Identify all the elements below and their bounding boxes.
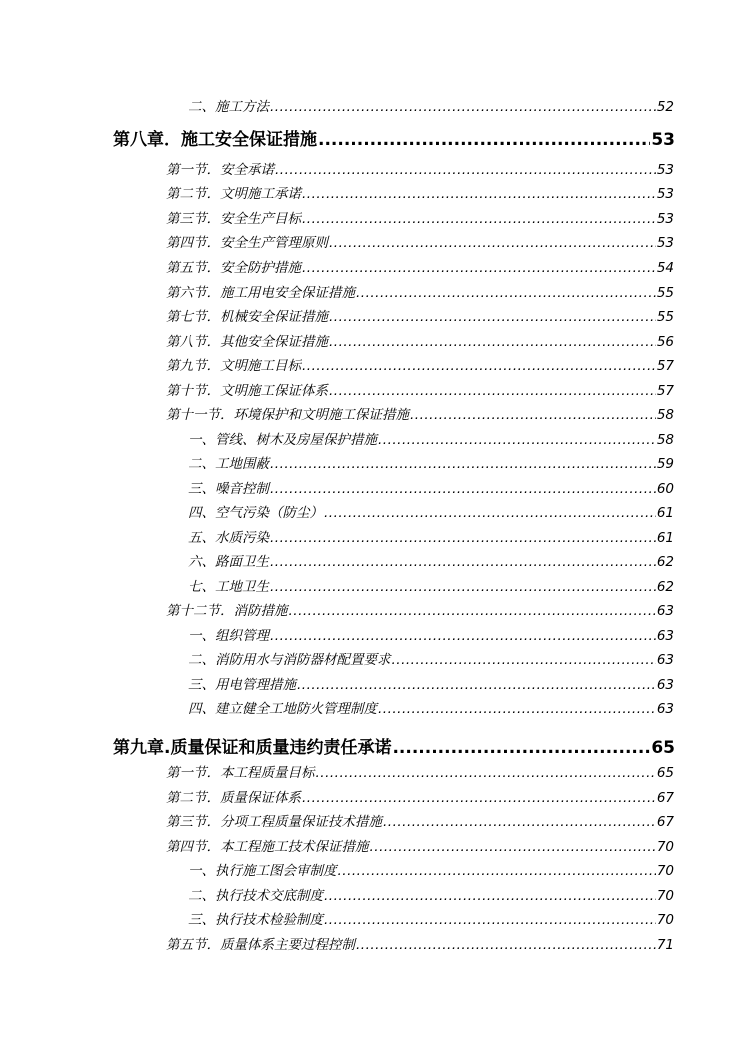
toc-section-entry[interactable] — [166, 330, 674, 350]
toc-dot-leader — [270, 530, 656, 546]
toc-entry-label: 第四节．安全生产管理原则 — [166, 235, 328, 251]
toc-page-number: 53 — [651, 130, 675, 150]
toc-page-number: 63 — [656, 677, 674, 693]
toc-dot-leader — [324, 888, 656, 904]
toc-section-entry[interactable] — [166, 354, 674, 374]
toc-dot-leader — [289, 603, 656, 619]
toc-page-number: 67 — [656, 814, 674, 830]
toc-page-number: 61 — [656, 530, 674, 546]
toc-entry-label: 第六节．施工用电安全保证措施 — [166, 285, 355, 301]
toc-page-number: 59 — [656, 456, 674, 472]
toc-page-number: 52 — [656, 99, 674, 115]
toc-subsection-entry[interactable] — [188, 501, 674, 521]
toc-page-number: 57 — [656, 358, 674, 374]
toc-page-number: 67 — [656, 790, 674, 806]
toc-subsection-entry[interactable] — [188, 624, 674, 644]
toc-page-number: 65 — [651, 738, 675, 758]
toc-section-entry[interactable] — [166, 281, 674, 301]
toc-page-number: 53 — [656, 162, 674, 178]
toc-dot-leader — [392, 738, 650, 758]
toc-section-entry[interactable] — [166, 231, 674, 251]
toc-entry-label: 二、执行技术交底制度 — [188, 888, 323, 904]
toc-entry-label: 第三节．分项工程质量保证技术措施 — [166, 814, 382, 830]
toc-section-entry[interactable] — [166, 158, 674, 178]
toc-page-number: 55 — [656, 285, 674, 301]
toc-page-number: 70 — [656, 863, 674, 879]
toc-section-entry[interactable] — [166, 835, 674, 855]
toc-entry-label: 三、噪音控制 — [188, 481, 269, 497]
toc-page-number: 58 — [656, 407, 674, 423]
toc-dot-leader — [324, 505, 656, 521]
toc-dot-leader — [378, 432, 656, 448]
toc-entry-label: 第四节．本工程施工技术保证措施 — [166, 839, 369, 855]
toc-dot-leader — [383, 814, 656, 830]
toc-dot-leader — [329, 334, 656, 350]
toc-entry-label: 二、工地围蔽 — [188, 456, 269, 472]
toc-page-number: 71 — [656, 937, 674, 953]
toc-dot-leader — [329, 309, 656, 325]
toc-entry-label: 四、空气污染（防尘） — [188, 505, 323, 521]
toc-page-number: 60 — [656, 481, 674, 497]
toc-dot-leader — [318, 130, 650, 150]
toc-section-entry[interactable] — [166, 810, 674, 830]
toc-subsection-entry[interactable] — [188, 575, 674, 595]
toc-subsection-entry[interactable] — [188, 95, 674, 115]
toc-entry-label: 第九章.质量保证和质量违约责任承诺 — [113, 738, 392, 758]
toc-entry-label: 第七节．机械安全保证措施 — [166, 309, 328, 325]
toc-page-number: 62 — [656, 554, 674, 570]
toc-entry-label: 第八章．施工安全保证措施 — [113, 130, 317, 150]
toc-subsection-entry[interactable] — [188, 550, 674, 570]
toc-section-entry[interactable] — [166, 599, 674, 619]
toc-section-entry[interactable] — [166, 933, 674, 953]
toc-entry-label: 第十二节．消防措施 — [166, 603, 288, 619]
toc-dot-leader — [270, 481, 656, 497]
toc-entry-label: 四、建立健全工地防火管理制度 — [188, 701, 377, 717]
toc-dot-leader — [270, 554, 656, 570]
toc-subsection-entry[interactable] — [188, 673, 674, 693]
toc-dot-leader — [356, 937, 656, 953]
toc-dot-leader — [270, 456, 656, 472]
toc-page-number: 65 — [656, 765, 674, 781]
toc-entry-label: 第二节．质量保证体系 — [166, 790, 301, 806]
toc-subsection-entry[interactable] — [188, 859, 674, 879]
toc-subsection-entry[interactable] — [188, 452, 674, 472]
toc-page-number: 53 — [656, 235, 674, 251]
toc-subsection-entry[interactable] — [188, 428, 674, 448]
toc-section-entry[interactable] — [166, 207, 674, 227]
toc-dot-leader — [329, 235, 656, 251]
toc-dot-leader — [302, 358, 656, 374]
toc-entry-label: 第十节．文明施工保证体系 — [166, 383, 328, 399]
toc-dot-leader — [370, 839, 656, 855]
toc-chapter-entry[interactable] — [113, 125, 675, 150]
toc-page-number: 70 — [656, 912, 674, 928]
toc-dot-leader — [329, 383, 656, 399]
toc-entry-label: 一、执行施工图会审制度 — [188, 863, 337, 879]
toc-dot-leader — [316, 765, 656, 781]
toc-dot-leader — [270, 628, 656, 644]
toc-entry-label: 第三节．安全生产目标 — [166, 211, 301, 227]
toc-subsection-entry[interactable] — [188, 697, 674, 717]
toc-entry-label: 二、施工方法 — [188, 99, 269, 115]
toc-entry-label: 第五节．安全防护措施 — [166, 260, 301, 276]
toc-dot-leader — [356, 285, 656, 301]
toc-dot-leader — [410, 407, 656, 423]
toc-entry-label: 第一节．安全承诺 — [166, 162, 274, 178]
toc-section-entry[interactable] — [166, 182, 674, 202]
toc-page-number: 63 — [656, 652, 674, 668]
toc-subsection-entry[interactable] — [188, 526, 674, 546]
toc-dot-leader — [324, 912, 656, 928]
toc-section-entry[interactable] — [166, 403, 674, 423]
toc-entry-label: 三、用电管理措施 — [188, 677, 296, 693]
toc-page-number: 53 — [656, 211, 674, 227]
toc-section-entry[interactable] — [166, 379, 674, 399]
toc-page-number: 53 — [656, 186, 674, 202]
toc-dot-leader — [275, 162, 656, 178]
toc-entry-label: 一、组织管理 — [188, 628, 269, 644]
toc-page-number: 61 — [656, 505, 674, 521]
toc-entry-label: 六、路面卫生 — [188, 554, 269, 570]
toc-section-entry[interactable] — [166, 256, 674, 276]
toc-entry-label: 第十一节．环境保护和文明施工保证措施 — [166, 407, 409, 423]
toc-entry-label: 二、消防用水与消防器材配置要求 — [188, 652, 391, 668]
toc-subsection-entry[interactable] — [188, 884, 674, 904]
toc-subsection-entry[interactable] — [188, 648, 674, 668]
toc-entry-label: 第五节．质量体系主要过程控制 — [166, 937, 355, 953]
toc-entry-label: 第八节．其他安全保证措施 — [166, 334, 328, 350]
toc-page-number: 63 — [656, 701, 674, 717]
toc-subsection-entry[interactable] — [188, 477, 674, 497]
toc-subsection-entry[interactable] — [188, 908, 674, 928]
toc-entry-label: 三、执行技术检验制度 — [188, 912, 323, 928]
toc-page-number: 63 — [656, 603, 674, 619]
toc-page-number: 70 — [656, 888, 674, 904]
toc-page-number: 70 — [656, 839, 674, 855]
toc-dot-leader — [302, 790, 656, 806]
toc-section-entry[interactable] — [166, 305, 674, 325]
toc-entry-label: 第一节．本工程质量目标 — [166, 765, 315, 781]
toc-page-number: 57 — [656, 383, 674, 399]
toc-entry-label: 第二节．文明施工承诺 — [166, 186, 301, 202]
toc-section-entry[interactable] — [166, 761, 674, 781]
toc-dot-leader — [302, 186, 656, 202]
toc-dot-leader — [378, 701, 656, 717]
toc-page-number: 62 — [656, 579, 674, 595]
toc-section-entry[interactable] — [166, 786, 674, 806]
toc-dot-leader — [302, 211, 656, 227]
toc-dot-leader — [302, 260, 656, 276]
toc-page-number: 63 — [656, 628, 674, 644]
toc-page-number: 54 — [656, 260, 674, 276]
toc-dot-leader — [392, 652, 656, 668]
toc-entry-label: 七、工地卫生 — [188, 579, 269, 595]
toc-chapter-entry[interactable] — [113, 733, 675, 758]
toc-entry-label: 第九节．文明施工目标 — [166, 358, 301, 374]
toc-dot-leader — [338, 863, 656, 879]
toc-page-number: 56 — [656, 334, 674, 350]
toc-dot-leader — [270, 579, 656, 595]
toc-entry-label: 五、水质污染 — [188, 530, 269, 546]
toc-dot-leader — [270, 99, 656, 115]
toc-dot-leader — [297, 677, 656, 693]
toc-page-number: 55 — [656, 309, 674, 325]
toc-entry-label: 一、管线、树木及房屋保护措施 — [188, 432, 377, 448]
toc-page-number: 58 — [656, 432, 674, 448]
